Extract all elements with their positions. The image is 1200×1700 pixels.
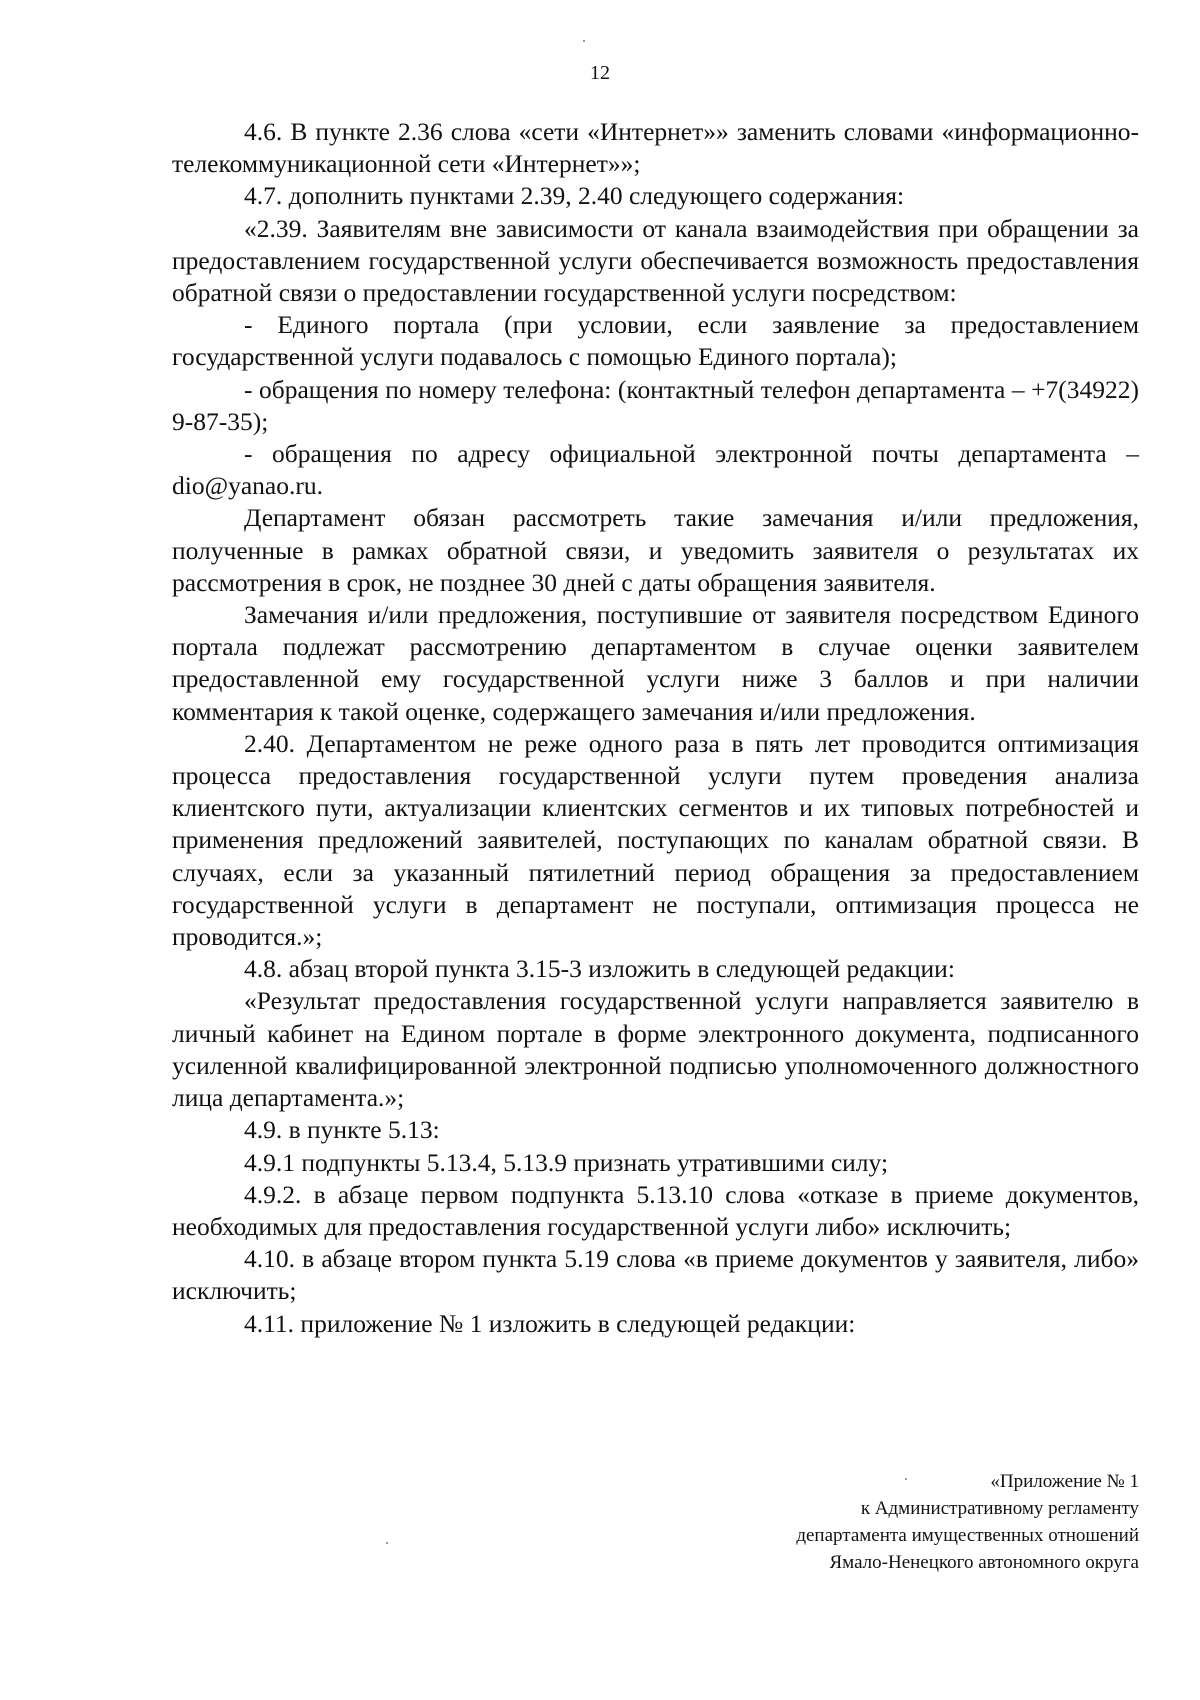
- paragraph-4-8: 4.8. абзац второй пункта 3.15-3 изложить в следующей редакции:: [244, 954, 955, 984]
- paragraph-phone-item: - обращения по номеру телефона: (контактный телефон департамента – +7(34922) 9-87-35);: [172, 374, 1139, 436]
- appendix-header: [519, 1468, 1139, 1576]
- appendix-line-4: Ямало-Ненецкого автономного округа: [829, 1552, 1139, 1573]
- paragraph-4-9: 4.9. в пункте 5.13:: [244, 1115, 440, 1145]
- paragraph-4-10: 4.10. в абзаце втором пункта 5.19 слова «в приеме документов у заявителя, либо» исключить;: [172, 1244, 1139, 1306]
- page-number: 12: [590, 62, 610, 84]
- paragraph-4-9-1: 4.9.1 подпункты 5.13.4, 5.13.9 признать утратившими силу;: [244, 1147, 889, 1177]
- paragraph-4-11: 4.11. приложение № 1 изложить в следующей редакции:: [244, 1308, 856, 1338]
- paragraph-4-6: 4.6. В пункте 2.36 слова «сети «Интернет»» заменить словами «информационно-телекоммуникационной сети «Интернет»»;: [172, 117, 1139, 179]
- appendix-line-3: департамента имущественных отношений: [796, 1525, 1139, 1546]
- paragraph-remarks: Замечания и/или предложения, поступившие от заявителя посредством Единого портала подлежат рассмотрению департаментом в случае оценки заявителем предоставленной ему государственной услуги ниже 3 баллов и при наличии комментария к такой оценке, содержащего замечания и/или предложения.: [172, 600, 1139, 726]
- paragraph-2-39: «2.39. Заявителям вне зависимости от канала взаимодействия при обращении за предоставлением государственной услуги обеспечивается возможность предоставления обратной связи о предоставлении государственной услуги посредством:: [172, 213, 1139, 308]
- appendix-line-2: к Административному регламенту: [860, 1498, 1139, 1519]
- paragraph-portal-item: - Единого портала (при условии, если заявление за предоставлением государственной услуги подавалось с помощью Единого портала);: [172, 310, 1139, 372]
- paragraph-2-40: 2.40. Департаментом не реже одного раза в пять лет проводится оптимизация процесса предоставления государственной услуги путем проведения анализа клиентского пути, актуализации клиентских сегментов и их типовых потребностей и применения предложений заявителей, поступающих по каналам обратной связи. В случаях, если за указанный пятилетний период обращения за предоставлением государственной услуги в департамент не поступали, оптимизация процесса не проводится.»;: [172, 728, 1139, 952]
- paragraph-4-7: 4.7. дополнить пунктами 2.39, 2.40 следующего содержания:: [244, 181, 905, 211]
- appendix-line-1: «Приложение № 1: [990, 1471, 1139, 1492]
- paragraph-department-obligation: Департамент обязан рассмотреть такие замечания и/или предложения, полученные в рамках обратной связи, и уведомить заявителя о результатах их рассмотрения в срок, не позднее 30 дней с даты обращения заявителя.: [172, 503, 1139, 597]
- paragraph-email-item: - обращения по адресу официальной электронной почты департамента – dio@yanao.ru.: [172, 439, 1139, 501]
- scan-speck: [905, 1478, 907, 1480]
- paragraph-result: «Результат предоставления государственной услуги направляется заявителю в личный кабинет на Едином портале в форме электронного документа, подписанного усиленной квалифицированной электронной подписью уполномоченного должностного лица департамента.»;: [172, 986, 1139, 1113]
- document-body: [172, 116, 1139, 1340]
- scan-speck: [386, 1542, 388, 1544]
- scan-speck: [583, 40, 585, 42]
- paragraph-4-9-2: 4.9.2. в абзаце первом подпункта 5.13.10 слова «отказе в приеме документов, необходимых для предоставления государственной услуги либо» исключить;: [172, 1179, 1139, 1241]
